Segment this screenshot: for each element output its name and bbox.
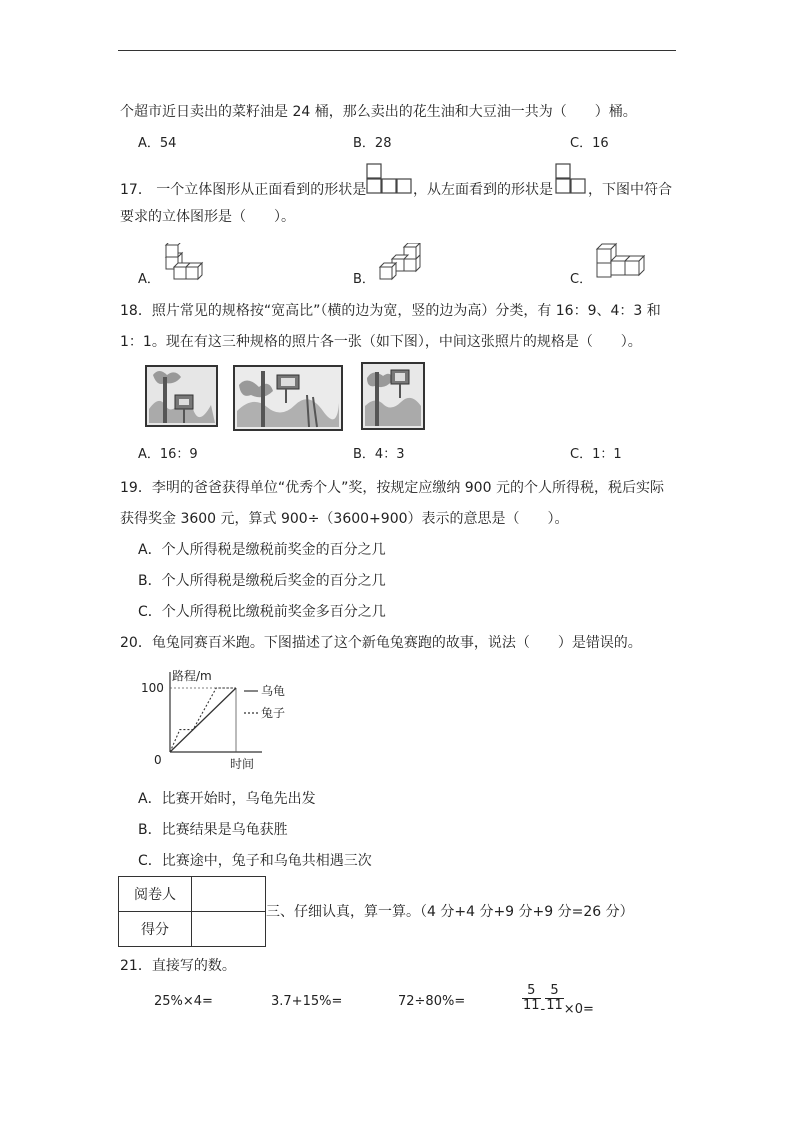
q18-option-a: A．16：9 bbox=[138, 447, 198, 462]
q17-text-d: 要求的立体图形是（ ）。 bbox=[120, 209, 295, 225]
photo-1 bbox=[145, 365, 218, 427]
q16-option-b: B．28 bbox=[353, 136, 392, 151]
q18-option-c: C．1：1 bbox=[570, 447, 622, 462]
q21-item-3: 72÷80%= bbox=[398, 994, 466, 1009]
q20-text: 20．龟兔同赛百米跑。下图描述了这个新龟兔赛跑的故事，说法（ ）是错误的。 bbox=[120, 635, 642, 651]
score-table bbox=[118, 876, 266, 947]
q19-option-c: C．个人所得税比缴税前奖金多百分之几 bbox=[138, 604, 386, 620]
cube-figure-c bbox=[593, 241, 647, 281]
x-axis-label: 时间 bbox=[230, 757, 255, 771]
legend-rabbit-label: 兔子 bbox=[261, 706, 286, 720]
cube-figure-b bbox=[376, 243, 424, 281]
q18-line2: 1：1。现在有这三种规格的照片各一张（如下图），中间这张照片的规格是（ ）。 bbox=[120, 334, 642, 350]
front-view-icon bbox=[366, 163, 412, 195]
times-zero: ×0= bbox=[563, 1002, 594, 1017]
section3-title: 三、仔细认真，算一算。（4 分+4 分+9 分+9 分=26 分） bbox=[266, 904, 634, 920]
y-axis-label: 路程/m bbox=[172, 669, 212, 683]
cube-figure-a bbox=[160, 243, 210, 281]
q21-item-4 bbox=[522, 984, 594, 1018]
q16-option-c: C．16 bbox=[570, 136, 609, 151]
q21-item-2: 3.7+15%= bbox=[271, 994, 343, 1009]
photo-2 bbox=[233, 365, 343, 431]
left-view-icon bbox=[555, 163, 587, 195]
header-rule bbox=[118, 50, 676, 51]
q20-option-c: C．比赛途中，兔子和乌龟共相遇三次 bbox=[138, 853, 372, 869]
q19-option-b: B．个人所得税是缴税后奖金的百分之几 bbox=[138, 573, 386, 589]
q16-text: 个超市近日卖出的菜籽油是 24 桶，那么卖出的花生油和大豆油一共为（ ）桶。 bbox=[120, 104, 637, 120]
fraction-2 bbox=[545, 984, 564, 1013]
q21-title: 21．直接写的数。 bbox=[120, 958, 236, 974]
q18-option-b: B．4：3 bbox=[353, 447, 405, 462]
fraction-1-denominator: 11 bbox=[523, 998, 540, 1013]
q17-text-a: 17． 一个立体图形从正面看到的形状是 bbox=[120, 182, 367, 198]
origin-label: 0 bbox=[154, 753, 162, 767]
q16-option-a: A．54 bbox=[138, 136, 177, 151]
fraction-2-denominator: 11 bbox=[546, 998, 563, 1013]
photo-3 bbox=[361, 362, 425, 430]
y-tick-100: 100 bbox=[141, 681, 164, 695]
q18-line1: 18．照片常见的规格按“宽高比”（横的边为宽，竖的边为高）分类，有 16：9、4：3 和 bbox=[120, 303, 661, 319]
q21-item-1: 25%×4= bbox=[154, 994, 213, 1009]
grader-cell[interactable] bbox=[192, 877, 266, 912]
score-cell[interactable] bbox=[192, 912, 266, 947]
q19-line1: 19．李明的爸爸获得单位“优秀个人”奖，按规定应缴纳 900 元的个人所得税，税后实际 bbox=[120, 480, 664, 496]
fraction-2-numerator: 5 bbox=[545, 984, 564, 999]
legend-turtle-label: 乌龟 bbox=[261, 684, 286, 698]
score-label: 得分 bbox=[119, 912, 192, 947]
q17-text-b: ，从左面看到的形状是 bbox=[413, 182, 553, 198]
q20-option-a: A．比赛开始时，乌龟先出发 bbox=[138, 791, 316, 807]
q19-option-a: A．个人所得税是缴税前奖金的百分之几 bbox=[138, 542, 386, 558]
q20-option-b: B．比赛结果是乌龟获胜 bbox=[138, 822, 288, 838]
fraction-1-numerator: 5 bbox=[522, 984, 541, 999]
fraction-1 bbox=[522, 984, 541, 1013]
q17-option-c: C． bbox=[570, 272, 593, 287]
grader-label: 阅卷人 bbox=[119, 877, 192, 912]
q17-option-b: B． bbox=[353, 272, 375, 287]
race-chart bbox=[140, 666, 310, 774]
q17-text-c: ，下图中符合 bbox=[588, 182, 672, 198]
q17-option-a: A． bbox=[138, 272, 160, 287]
minus-sign: - bbox=[540, 1002, 546, 1017]
series-line-turtle bbox=[170, 688, 236, 752]
q19-line2: 获得奖金 3600 元，算式 900÷（3600+900）表示的意思是（ ）。 bbox=[120, 511, 569, 527]
